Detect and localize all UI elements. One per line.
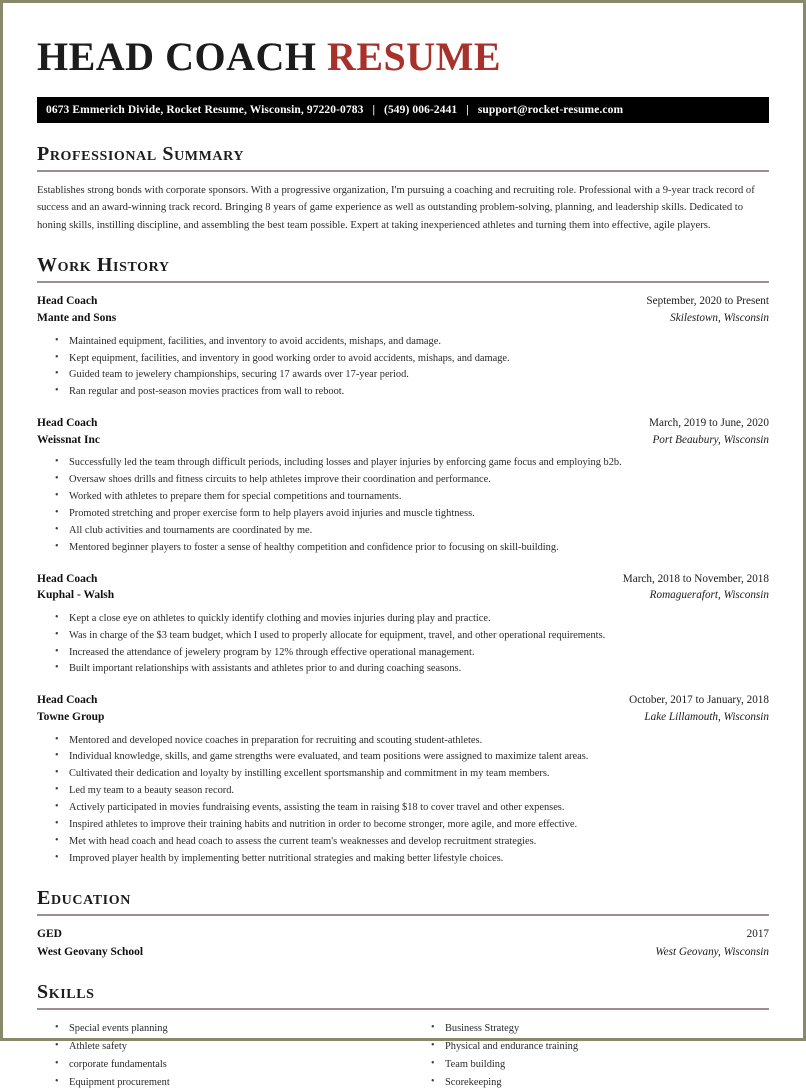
- job-bullet-list: [37, 733, 769, 868]
- job-header-row: [37, 293, 769, 310]
- job-date: September, 2020 to Present: [646, 295, 769, 308]
- job-location: Port Beaubury, Wisconsin: [652, 433, 769, 446]
- section-heading-work-history: Work History: [37, 254, 170, 277]
- skill-item: • Scorekeeping: [431, 1074, 769, 1091]
- section-divider-summary: [37, 170, 769, 172]
- resume-page: [3, 3, 803, 1088]
- job-bullet: • Mentored and developed novice coaches in preparation for recruiting and scouting student-athletes.: [55, 733, 769, 750]
- job-bullet: • Guided team to jewelery championships, securing 17 awards over 17-year period.: [55, 367, 769, 384]
- job-subheader-row: [37, 310, 769, 327]
- job-bullet: • Improved player health by implementing better nutritional strategies and making better lifestyle choices.: [55, 851, 769, 868]
- education-subheader-row: [37, 944, 769, 961]
- job-bullet: • Kept equipment, facilities, and inventory in good working order to avoid accidents, mishaps, and damage.: [55, 351, 769, 368]
- job-subheader-row: [37, 587, 769, 604]
- job-entry: [37, 571, 769, 679]
- job-location: Skilestown, Wisconsin: [670, 312, 769, 325]
- skills-column-right: [403, 1020, 769, 1091]
- job-subheader-row: [37, 709, 769, 726]
- job-header-row: [37, 571, 769, 588]
- section-heading-skills: Skills: [37, 980, 95, 1003]
- job-entry: [37, 415, 769, 556]
- section-divider-work-history: [37, 281, 769, 283]
- skill-item: • corporate fundamentals: [55, 1056, 403, 1074]
- contact-address: 0673 Emmerich Divide, Rocket Resume, Wisconsin, 97220-0783: [46, 104, 364, 116]
- skills-columns: [37, 1020, 769, 1091]
- job-bullet-list: [37, 611, 769, 678]
- job-company: Kuphal - Walsh: [37, 589, 115, 602]
- job-bullet: • All club activities and tournaments are coordinated by me.: [55, 523, 769, 540]
- job-date: March, 2019 to June, 2020: [649, 417, 769, 430]
- skill-item: • Special events planning: [55, 1020, 403, 1038]
- job-bullet: • Actively participated in movies fundraising events, assisting the team in raising $18 to cover travel and other expenses.: [55, 800, 769, 817]
- job-title: Head Coach: [37, 694, 98, 707]
- job-bullet: • Successfully led the team through difficult periods, including losses and player injuries by enforcing game focus and employing b2b.: [55, 455, 769, 472]
- skills-column-left: [37, 1020, 403, 1091]
- job-title: Head Coach: [37, 417, 98, 430]
- contact-separator-2: |: [466, 104, 469, 116]
- page-title-accent: RESUME: [326, 34, 502, 79]
- section-education: [37, 887, 769, 961]
- job-bullet: • Cultivated their dedication and loyalty by instilling excellent sportsmanship and commitment in my team members.: [55, 766, 769, 783]
- job-header-row: [37, 692, 769, 709]
- contact-phone[interactable]: (549) 006-2441: [384, 104, 458, 116]
- job-bullet: • Increased the attendance of jewelery program by 12% through effective operational management.: [55, 645, 769, 662]
- education-year: 2017: [746, 928, 769, 941]
- job-bullet: • Met with head coach and head coach to assess the current team's weaknesses and develop recruitment strategies.: [55, 834, 769, 851]
- section-divider-education: [37, 914, 769, 916]
- section-skills: [37, 981, 769, 1091]
- job-company: Weissnat Inc: [37, 433, 100, 446]
- job-date: March, 2018 to November, 2018: [622, 572, 769, 585]
- job-bullet: • Inspired athletes to improve their training habits and nutrition in order to become stronger, more agile, and more effective.: [55, 817, 769, 834]
- job-company: Mante and Sons: [37, 312, 117, 325]
- job-bullet: • Mentored beginner players to foster a sense of healthy competition and confidence prior to focusing on skill-building.: [55, 540, 769, 557]
- section-heading-education: Education: [37, 887, 131, 910]
- job-company: Towne Group: [37, 710, 105, 723]
- skill-list-left: [37, 1020, 403, 1091]
- skill-item: • Business Strategy: [431, 1020, 769, 1038]
- job-title: Head Coach: [37, 572, 98, 585]
- section-divider-skills: [37, 1008, 769, 1010]
- page-title-primary: HEAD COACH: [37, 34, 317, 79]
- job-bullet: • Kept a close eye on athletes to quickly identify clothing and movies injuries during play and practice.: [55, 611, 769, 628]
- section-professional-summary: [37, 143, 769, 234]
- skill-item: • Physical and endurance training: [431, 1038, 769, 1056]
- contact-separator-1: |: [372, 104, 376, 116]
- page-title: [37, 36, 769, 78]
- job-bullet-list: [37, 334, 769, 401]
- education-header-row: [37, 926, 769, 943]
- section-heading-summary: Professional Summary: [37, 143, 245, 165]
- job-header-row: [37, 415, 769, 432]
- job-bullet: • Built important relationships with assistants and athletes prior to and during coaching seasons.: [55, 661, 769, 678]
- job-date: October, 2017 to January, 2018: [629, 694, 769, 707]
- education-school: West Geovany School: [37, 945, 144, 958]
- job-bullet-list: [37, 455, 769, 556]
- summary-text: Establishes strong bonds with corporate sponsors. With a progressive organization, I'm pursuing a coaching and recruiting role. Professional with a 9-year track record of success and an award-winning track record. Bringing 8 years of game experience as well as outstanding problem-solving, planning, and leadership skills. Dedicated to honing skills, instilling discipline, and assembling the best team possible. Expert at taking inexperienced athletes and turning them into effective, agile players.: [37, 185, 755, 231]
- job-location: Romaguerafort, Wisconsin: [649, 589, 769, 602]
- job-bullet: • Promoted stretching and proper exercise form to help players avoid injuries and muscle tightness.: [55, 506, 769, 523]
- skill-item: • Equipment procurement: [55, 1074, 403, 1091]
- job-bullet: • Worked with athletes to prepare them for special competitions and tournaments.: [55, 489, 769, 506]
- job-bullet: • Led my team to a beauty season record.: [55, 783, 769, 800]
- job-subheader-row: [37, 432, 769, 449]
- job-bullet: • Was in charge of the $3 team budget, which I used to properly allocate for equipment, travel, and other operational requirements.: [55, 628, 769, 645]
- job-bullet: • Maintained equipment, facilities, and inventory to avoid accidents, mishaps, and damage.: [55, 334, 769, 351]
- education-degree: GED: [37, 928, 62, 941]
- job-entry: [37, 692, 769, 867]
- job-entry: [37, 293, 769, 401]
- education-location: West Geovany, Wisconsin: [655, 945, 769, 958]
- job-location: Lake Lillamouth, Wisconsin: [644, 710, 769, 723]
- skill-list-right: [413, 1020, 769, 1091]
- skill-item: • Team building: [431, 1056, 769, 1074]
- contact-email[interactable]: support@rocket-resume.com: [477, 104, 624, 116]
- job-bullet: • Ran regular and post-season movies practices from wall to reboot.: [55, 384, 769, 401]
- education-entry: [37, 926, 769, 961]
- section-work-history: [37, 254, 769, 867]
- job-bullet: • Oversaw shoes drills and fitness circuits to help athletes improve their coordination and performance.: [55, 472, 769, 489]
- contact-bar: [37, 97, 769, 123]
- skill-item: • Athlete safety: [55, 1038, 403, 1056]
- job-title: Head Coach: [37, 295, 98, 308]
- job-bullet: • Individual knowledge, skills, and game strengths were evaluated, and team positions were assigned to maximize talent areas.: [55, 749, 769, 766]
